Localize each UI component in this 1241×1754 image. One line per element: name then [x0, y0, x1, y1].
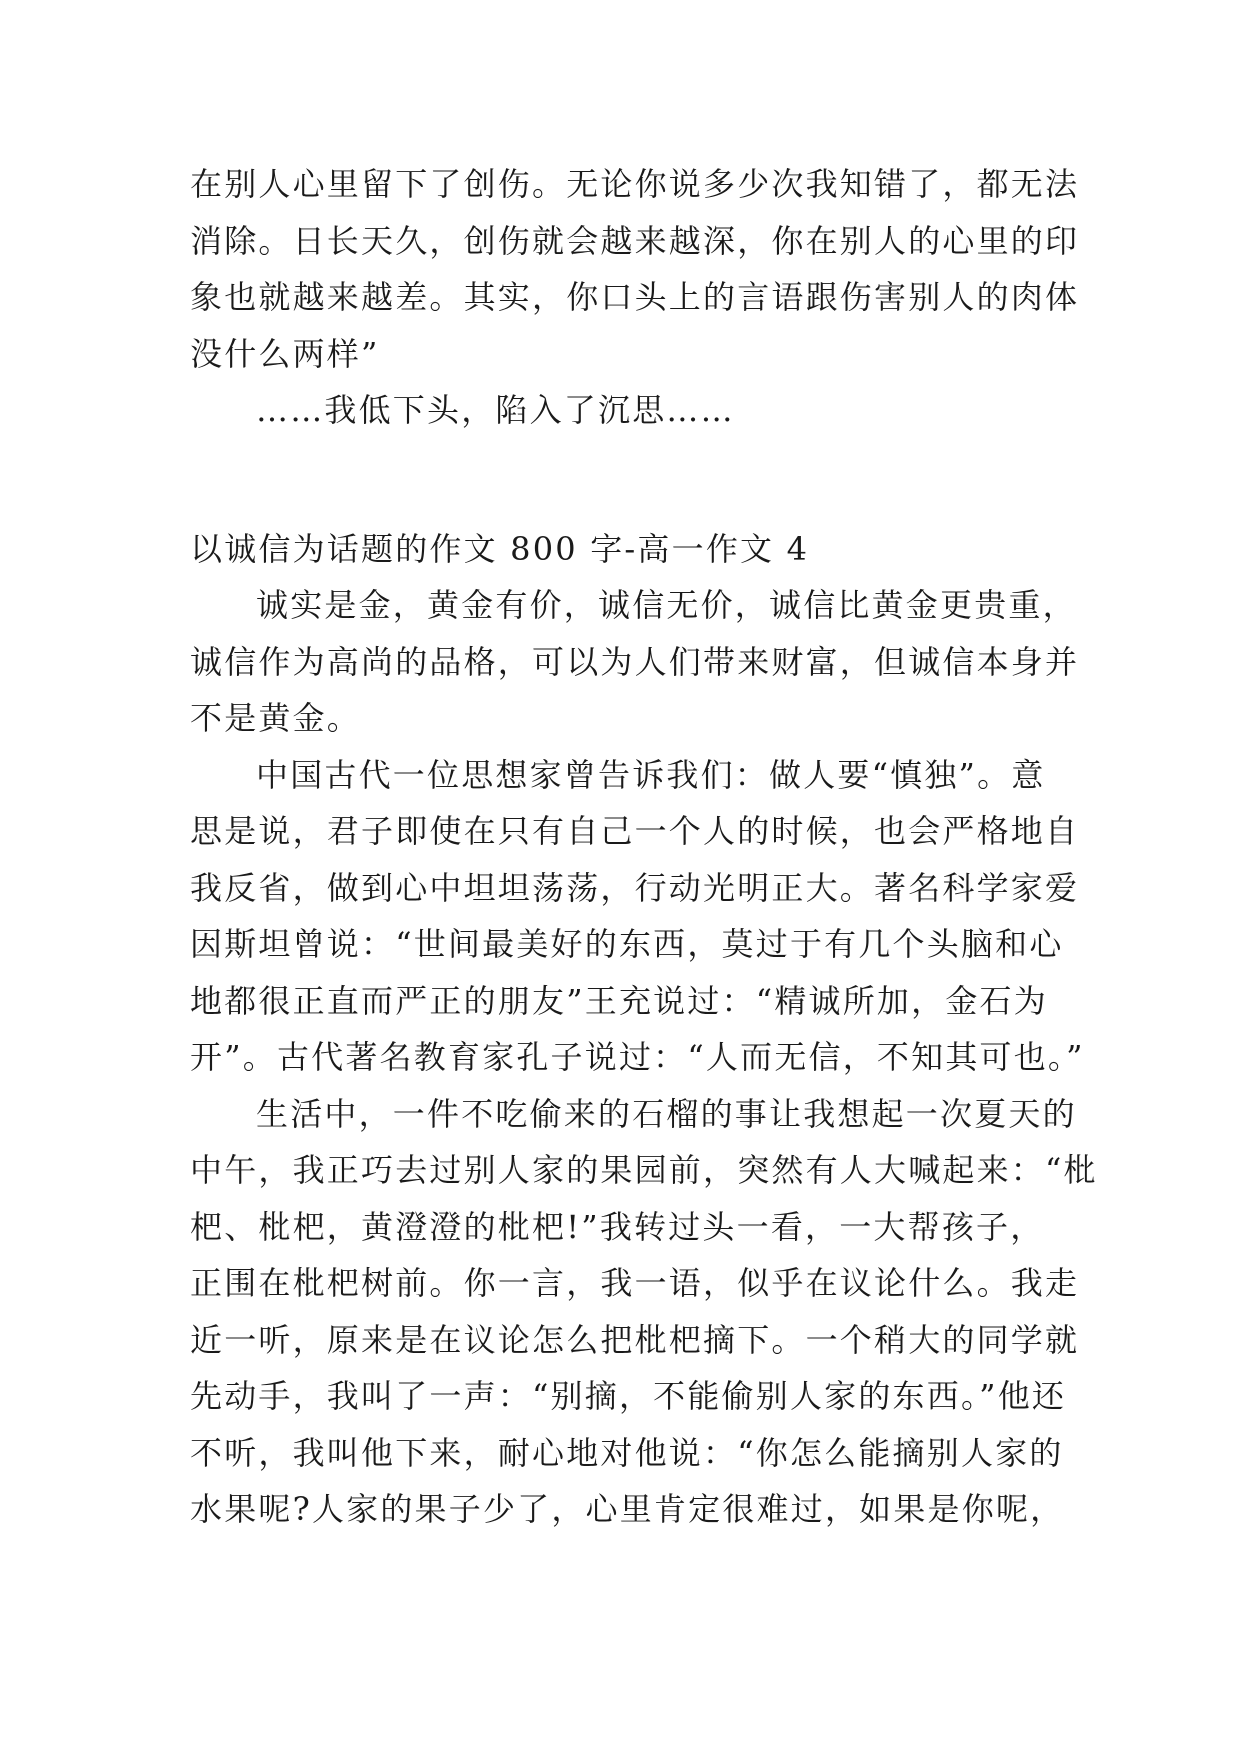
text-line: 因斯坦曾说：“世间最美好的东西，莫过于有几个头脑和心 [190, 925, 1064, 963]
text-line: 消除。日长天久，创伤就会越来越深，你在别人的心里的印 [190, 221, 1080, 260]
text-line: 象也就越来越差。其实，你口头上的言语跟伤害别人的肉体 [190, 278, 1080, 316]
text-line: 近一听，原来是在议论怎么把枇杷摘下。一个稍大的同学就 [190, 1320, 1080, 1359]
text-line: 思是说，君子即使在只有自己一个人的时候，也会严格地自 [190, 812, 1080, 850]
text-line: 正围在枇杷树前。你一言，我一语，似乎在议论什么。我走 [190, 1264, 1080, 1302]
paragraph-1 [190, 577, 1080, 747]
text-line: 水果呢?人家的果子少了，心里肯定很难过，如果是你呢， [190, 1490, 1065, 1528]
text-line: 杷、枇杷，黄澄澄的枇杷!”我转过头一看，一大帮孩子， [190, 1207, 1045, 1246]
text-line: 开”。古代著名教育家孔子说过：“人而无信，不知其可也。” [190, 1038, 1085, 1076]
paragraph-2 [190, 747, 1085, 1086]
text-line: 不是黄金。 [190, 699, 362, 737]
text-line: 没什么两样” [190, 334, 380, 373]
section-title: 以诚信为话题的作文 800 字-高一作文 4 [190, 529, 810, 568]
text-line: 生活中，一件不吃偷来的石榴的事让我想起一次夏天的 [256, 1094, 1077, 1133]
text-line: 诚实是金，黄金有价，诚信无价，诚信比黄金更贵重， [256, 586, 1077, 624]
text-line: 中午，我正巧去过别人家的果园前，突然有人大喊起来：“枇 [190, 1151, 1098, 1189]
text-line: 诚信作为高尚的品格，可以为人们带来财富，但诚信本身并 [190, 642, 1080, 681]
ending-line: ……我低下头，陷入了沉思…… [256, 391, 735, 429]
text-line: 先动手，我叫了一声：“别摘，不能偷别人家的东西。”他还 [190, 1377, 1067, 1415]
paragraph-3 [190, 1086, 1098, 1538]
section-gap [190, 439, 1070, 521]
document-body [190, 156, 1098, 1538]
text-line: 中国古代一位思想家曾告诉我们：做人要“慎独”。意 [256, 755, 1046, 794]
text-line: 在别人心里留下了创伤。无论你说多少次我知错了，都无法 [190, 165, 1080, 203]
text-line: 不听，我叫他下来，耐心地对他说：“你怎么能摘别人家的 [190, 1433, 1064, 1472]
text-line: 地都很正直而严正的朋友”王充说过：“精诚所加，金石为 [190, 981, 1048, 1020]
text-line: 我反省，做到心中坦坦荡荡，行动光明正大。著名科学家爱 [190, 868, 1080, 907]
continuation-paragraph [190, 156, 1080, 382]
